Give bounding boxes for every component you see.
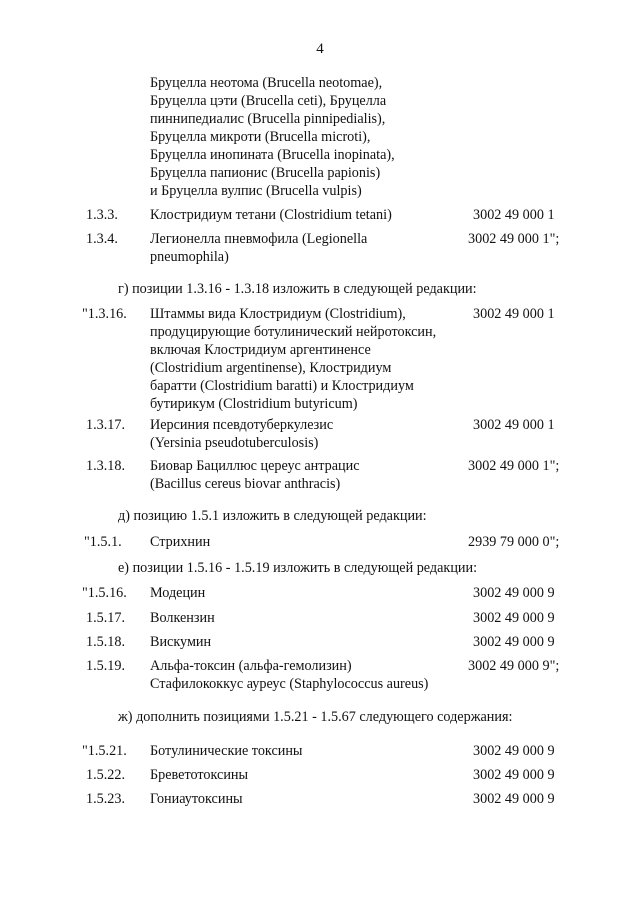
entry-description [150,609,470,627]
entry-code: 2939 79 000 0"; [468,534,560,550]
entry-description [150,766,470,784]
instruction-zh: ж) дополнить позициями 1.5.21 - 1.5.67 следующего содержания: [118,709,513,725]
intro-line: и Бруцелла вулпис (Brucella vulpis) [150,183,362,199]
entry-description [150,416,470,452]
entry-description-line: баратти (Clostridium baratti) и Клостридиум [150,378,414,394]
entry-description [150,584,470,602]
entry-description-line: Ботулинические токсины [150,743,303,759]
entry-code: 3002 49 000 9 [473,743,555,759]
instruction-g: г) позиции 1.3.16 - 1.3.18 изложить в следующей редакции: [118,281,477,297]
entry-description-line: продуцирующие ботулинический нейротоксин, [150,324,437,340]
entry-description-line: Стрихнин [150,534,211,550]
entry-description-line: Гониаутоксины [150,791,243,807]
entry-description [150,657,470,693]
entry-description-line: Бреветотоксины [150,767,249,783]
entry-description-line: pneumophila) [150,249,229,265]
entry-code: 3002 49 000 1"; [468,231,560,247]
entry-description-line: Биовар Бациллюс цереус антрацис [150,458,360,474]
entry-description-line: Волкензин [150,610,215,626]
entry-number: 1.5.18. [86,634,126,650]
entry-description [150,305,470,413]
intro-line: Бруцелла цэти (Brucella ceti), Бруцелла [150,93,387,109]
instruction-e: е) позиции 1.5.16 - 1.5.19 изложить в следующей редакции: [118,560,478,576]
entry-description-line: Модецин [150,585,206,601]
entry-code: 3002 49 000 9 [473,610,555,626]
entry-description [150,533,470,551]
entry-number: "1.5.1. [84,534,122,550]
entry-description-line: (Clostridium argentinense), Клостридиум [150,360,392,376]
entry-code: 3002 49 000 9 [473,767,555,783]
entry-number: 1.5.23. [86,791,126,807]
entry-description-line: Альфа-токсин (альфа-гемолизин) [150,658,352,674]
entry-code: 3002 49 000 9 [473,634,555,650]
entry-number: 1.5.22. [86,767,126,783]
entry-description [150,206,470,224]
entry-number: 1.5.19. [86,658,126,674]
intro-line: Бруцелла неотома (Brucella neotomae), [150,75,383,91]
intro-continuation [150,74,450,200]
entry-description [150,230,470,266]
intro-line: Бруцелла папионис (Brucella papionis) [150,165,381,181]
entry-description [150,457,470,493]
entry-description [150,742,470,760]
entry-number: 1.5.17. [86,610,126,626]
entry-number: 1.3.17. [86,417,126,433]
entry-number: "1.5.16. [82,585,127,601]
entry-number: 1.3.4. [86,231,118,247]
entry-code: 3002 49 000 9 [473,585,555,601]
entry-code: 3002 49 000 9"; [468,658,560,674]
entry-description-line: включая Клостридиум аргентиненсе [150,342,371,358]
entry-description-line: Иерсиния псевдотуберкулезис [150,417,334,433]
page-number: 4 [316,41,324,57]
entry-code: 3002 49 000 1 [473,207,555,223]
entry-number: 1.3.18. [86,458,126,474]
entry-code: 3002 49 000 1 [473,306,555,322]
entry-description-line: бутирикум (Clostridium butyricum) [150,396,358,412]
entry-code: 3002 49 000 9 [473,791,555,807]
instruction-d: д) позицию 1.5.1 изложить в следующей редакции: [118,508,427,524]
intro-line: Бруцелла инопината (Brucella inopinata), [150,147,395,163]
entry-number: 1.3.3. [86,207,118,223]
entry-code: 3002 49 000 1"; [468,458,560,474]
entry-number: "1.3.16. [82,306,127,322]
intro-line: пиннипедиалис (Brucella pinnipedialis), [150,111,386,127]
entry-description-line: Клостридиум тетани (Clostridium tetani) [150,207,392,223]
intro-line: Бруцелла микроти (Brucella microti), [150,129,371,145]
entry-description [150,790,470,808]
entry-description-line: Легионелла пневмофила (Legionella [150,231,368,247]
entry-description-line: Штаммы вида Клостридиум (Clostridium), [150,306,406,322]
entry-description [150,633,470,651]
entry-description-line: Стафилококкус ауреус (Staphylococcus aureus) [150,676,429,692]
entry-description-line: Вискумин [150,634,212,650]
entry-code: 3002 49 000 1 [473,417,555,433]
entry-description-line: (Yersinia pseudotuberculosis) [150,435,319,451]
entry-number: "1.5.21. [82,743,127,759]
entry-description-line: (Bacillus cereus biovar anthracis) [150,476,341,492]
